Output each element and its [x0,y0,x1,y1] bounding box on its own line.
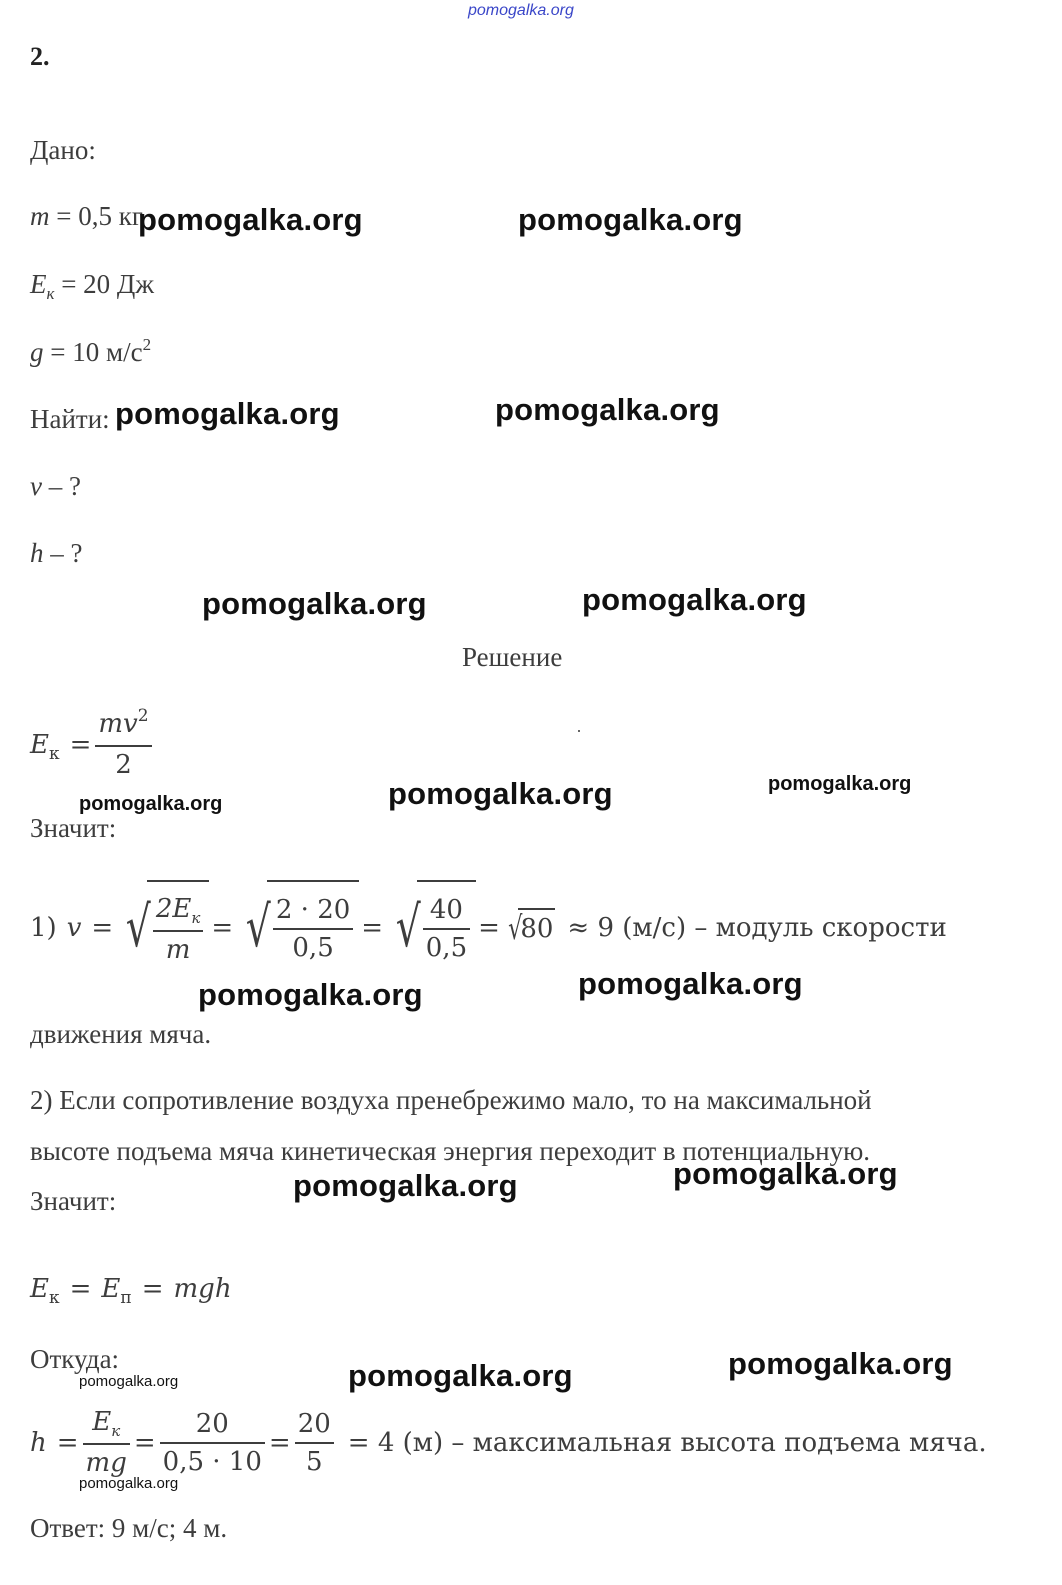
solution-heading: Решение [462,642,563,672]
formula-height [30,1404,987,1481]
watermark: pomogalka.org [79,1373,179,1390]
velocity-query: – ? [48,471,81,501]
energy-subscript: к [46,284,55,303]
f1-fraction: $\frac{mv^2}{2}$ [95,706,151,783]
velocity-symbol: v [30,471,42,501]
given-energy [30,268,154,304]
energy-symbol: E [30,269,47,299]
f3-lhs: h [30,1427,47,1458]
find-velocity [30,470,81,502]
watermark: pomogalka.org [582,582,807,617]
f2-rhs: mgh [173,1274,232,1304]
given-gravity [30,336,151,372]
f3-frac2: $\frac{20}{0,5 \cdot 10}$ [160,1406,265,1480]
formula-energy-equality [30,1274,232,1308]
step1-result: ≈ 9 (м/с) – модуль скорости [567,913,947,943]
watermark: pomogalka.org [79,793,223,815]
watermark: pomogalka.org [293,1168,518,1203]
watermark: pomogalka.org [768,773,912,795]
step1-continuation: движения мяча. [30,1019,212,1049]
watermark: pomogalka.org [495,392,720,427]
therefore-2: Значит: [30,1186,117,1216]
f3-eq1: = [56,1427,79,1458]
f2-ek: $E_к$ [30,1274,60,1308]
given-mass [30,200,143,232]
watermark-top: pomogalka.org [468,2,574,19]
stray-dot [578,730,580,732]
gravity-symbol: g [30,337,44,367]
given-label: Дано: [30,135,96,165]
mass-symbol: m [30,201,50,231]
f3-frac1: $\frac{E_к}{mg}$ [83,1404,130,1481]
f3-frac3: $\frac{20}{5}$ [295,1406,334,1480]
gravity-superscript: 2 [142,335,152,354]
f2-eq2: = [141,1274,164,1304]
gravity-value: = 10 м/с [50,337,143,367]
watermark: pomogalka.org [728,1346,953,1381]
step2-line1: 2) Если сопротивление воздуха пренебрежимо мало, то на максимальной [30,1085,872,1115]
f2-ep: $E_п$ [101,1274,132,1308]
watermark: pomogalka.org [198,977,423,1012]
watermark: pomogalka.org [138,202,363,237]
find-label: Найти: [30,404,110,434]
watermark: pomogalka.org [388,776,613,811]
watermark: pomogalka.org [79,1475,179,1492]
step1-var: v [66,913,82,943]
problem-number: 2. [30,42,50,71]
step1-eq2: = [211,913,234,943]
height-query: – ? [50,538,83,568]
step1-eq4: = [478,913,500,943]
sqrt-2: √ $\frac{2 \cdot 20}{0,5}$ [235,880,359,976]
energy-value: = 20 Дж [61,269,155,299]
step2-line2: высоте подъема мяча кинетическая энергия переходит в потенциальную. [30,1136,870,1166]
f1-lhs: $E_к$ [30,729,60,764]
watermark: pomogalka.org [578,966,803,1001]
therefore-1: Значит: [30,813,117,843]
sqrt-1: √ $\frac{2E_к}{m}$ [115,880,209,976]
step1-eq3: = [361,913,384,943]
sqrt-4: √ 80 [508,909,554,947]
watermark: pomogalka.org [518,202,743,237]
watermark: pomogalka.org [673,1156,898,1191]
mass-value: = 0,5 кг [56,201,143,231]
f1-eq: = [69,729,92,760]
whence-label: Откуда: [30,1344,120,1374]
sqrt-3: √ $\frac{40}{0,5}$ [385,880,476,976]
formula-kinetic-energy [30,706,156,783]
answer: Ответ: 9 м/с; 4 м. [30,1513,228,1543]
f3-eq2: = [133,1427,156,1458]
step1-prefix: 1) [30,913,57,943]
formula-velocity [30,880,947,976]
find-height [30,537,82,569]
f2-eq1: = [69,1274,92,1304]
f3-result: = 4 (м) – максимальная высота подъема мяча. [347,1427,987,1458]
step1-eq1: = [91,913,114,943]
watermark: pomogalka.org [348,1358,573,1393]
f3-eq3: = [268,1427,291,1458]
height-symbol: h [30,538,44,568]
watermark: pomogalka.org [115,396,340,431]
watermark: pomogalka.org [202,586,427,621]
